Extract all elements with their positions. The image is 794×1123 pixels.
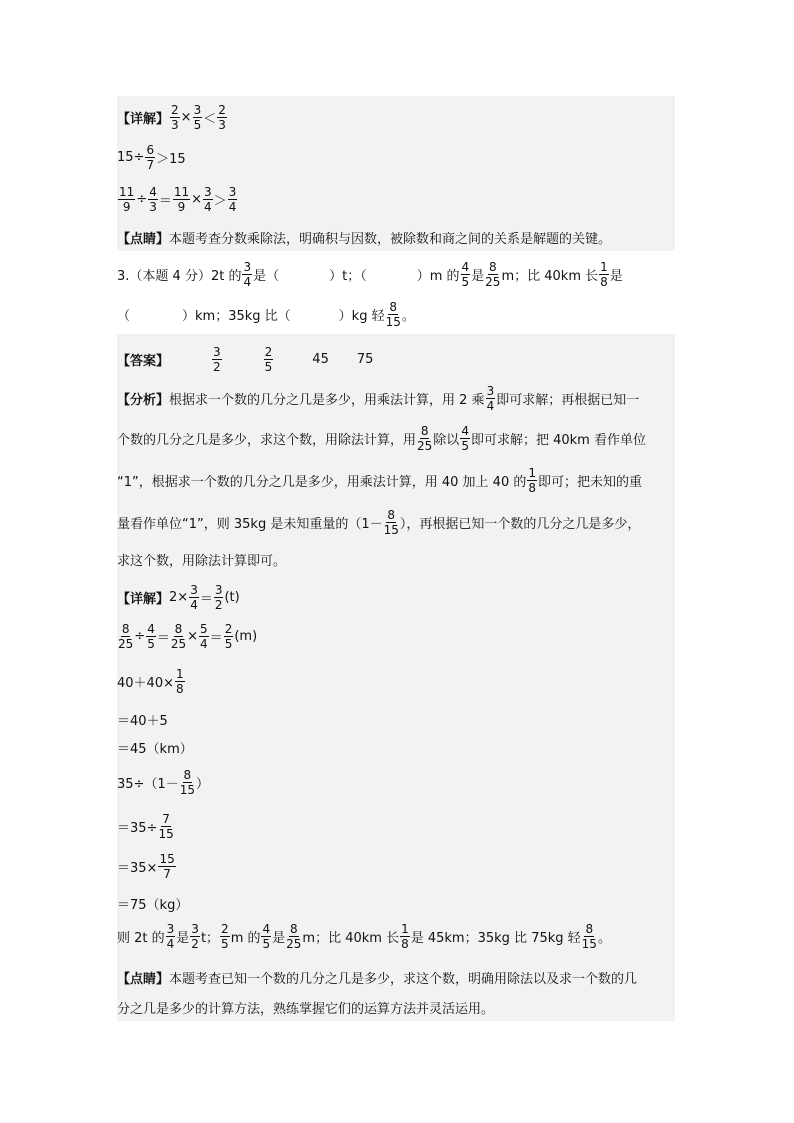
fraction: 4 5 [461, 423, 469, 453]
expr-text: 。 [597, 930, 611, 946]
fraction: 3 2 [191, 921, 199, 951]
fraction: 3 4 [228, 184, 237, 214]
fraction: $\frac{1}{8}$ [175, 666, 184, 696]
analysis-line-2 [117, 420, 646, 456]
analysis-line-1 [117, 380, 639, 416]
fraction: $\frac{3}{5}$ [193, 102, 202, 132]
comment-text: 本题考查分数乘除法，明确积与因数，被除数和商之间的关系是解题的关键。 [169, 231, 612, 247]
question-3 [117, 252, 675, 332]
solution-block [117, 334, 675, 1021]
fraction: 8 15 [179, 767, 195, 797]
fraction: 8 25 [417, 423, 433, 453]
expr-text: ＝40＋5 [117, 713, 168, 729]
expr-text: ÷ [134, 628, 146, 644]
operator: ＝ [158, 193, 172, 209]
fraction: 3 4 [486, 383, 495, 413]
detail-row-7 [117, 808, 175, 844]
detail-row-9 [117, 892, 188, 914]
expr-text: ） [196, 776, 210, 792]
analysis-text: ），再根据已知一个数的几分之几是多少， [399, 516, 641, 532]
fraction: 2 5 [221, 921, 229, 951]
expr-text: (t) [224, 589, 240, 605]
fraction: 1 8 [528, 465, 536, 495]
operator: ÷ [136, 191, 148, 207]
detail-row-1 [117, 580, 240, 614]
question-text: 3.（本题 4 分）2t 的 [117, 268, 242, 284]
operator: × [180, 109, 192, 125]
answer-4: 75 [356, 351, 374, 367]
operator: × [191, 191, 203, 207]
expr-text: ＞15 [156, 151, 186, 167]
answer-2: 2 5 [264, 344, 273, 374]
answer-1: 3 2 [213, 344, 221, 374]
question-text: （ [117, 308, 131, 324]
question-text: ）kg 轻 [338, 308, 385, 324]
analysis-text: 个数的几分之几是多少，求这个数，用除法计算，用 [117, 432, 417, 448]
question-text: ）m 的 [416, 268, 460, 284]
detail-line-1 [117, 100, 228, 134]
fraction: 3 2 [214, 582, 223, 612]
fraction: $\frac{2}{3}$ [171, 102, 179, 132]
question-text: ）km；35kg 比（ [182, 308, 291, 324]
expr-text: 40＋40× [117, 675, 174, 691]
expr-text: ＝45（km） [117, 741, 193, 757]
fraction: $\frac{6}{7}$ [146, 142, 155, 172]
analysis-text: 即可求解；把 40km 看作单位 [470, 432, 646, 448]
question-text: 是 [609, 268, 623, 284]
comment-text: 分之几是多少的计算方法，熟练掌握它们的运算方法并灵活运用。 [117, 1001, 495, 1017]
analysis-text: 即可求解；再根据已知一 [496, 392, 640, 408]
expr-text: ＝35× [117, 860, 158, 876]
expr-text: ＝ [209, 630, 223, 646]
expr-text: 35÷（1－ [117, 776, 179, 792]
fraction: $\frac{15}{7}$ [159, 851, 175, 881]
prev-answer-block [117, 96, 675, 251]
analysis-text: “1”，根据求一个数的几分之几是多少，用乘法计算，用 40 加上 40 的 [117, 474, 527, 490]
answer-label: 【答案】 [117, 353, 170, 369]
expr-text: 是 [272, 930, 286, 946]
comment-text: 本题考查已知一个数的几分之几是多少，求这个数，明确用除法以及求一个数的几 [169, 971, 638, 987]
question-line-1 [117, 254, 623, 294]
answer-3: 45 [312, 351, 329, 367]
expr-text: 则 2t 的 [117, 930, 165, 946]
expr-text: 2× [169, 589, 189, 605]
fraction: $\frac{8}{25}$ [118, 621, 134, 651]
analysis-text: 求这个数，用除法计算即可。 [117, 553, 287, 569]
analysis-text: 量看作单位“1”，则 35kg 是未知重量的（1－ [117, 516, 383, 532]
operator: ＜ [203, 111, 217, 127]
detail-row-2 [117, 618, 257, 654]
detail-line-2 [117, 142, 186, 172]
fraction: $\frac{8}{25}$ [170, 621, 187, 651]
fraction: $\frac{11}{9}$ [119, 184, 135, 214]
analysis-text: 即可；把未知的重 [538, 474, 643, 490]
expr-text: (m) [234, 628, 258, 644]
answer-line [117, 340, 373, 378]
question-text: 是 [471, 268, 485, 284]
fraction: 4 5 [461, 259, 470, 289]
question-line-2 [117, 296, 415, 332]
analysis-label: 【分析】 [117, 392, 170, 408]
fraction: $\frac{4}{3}$ [149, 184, 157, 214]
comment-line [117, 226, 611, 248]
expr-text: m；比 40km 长 [302, 930, 400, 946]
comment-line-2 [117, 996, 494, 1018]
fraction: 8 15 [383, 507, 399, 537]
question-text: ）t；（ [329, 268, 367, 284]
question-text: m；比 40km 长 [501, 268, 599, 284]
detail-row-8 [117, 848, 177, 884]
fraction: $\frac{3}{4}$ [190, 582, 198, 612]
fraction: 8 15 [385, 299, 401, 329]
fraction: 2 5 [224, 621, 233, 651]
fraction: 1 8 [401, 921, 409, 951]
detail-label: 【详解】 [117, 111, 170, 127]
fraction: 8 25 [485, 259, 501, 289]
expr-text: m 的 [230, 930, 261, 946]
fraction: 8 25 [286, 921, 302, 951]
fraction: $\frac{5}{4}$ [200, 621, 208, 651]
comment-line-1 [117, 966, 637, 988]
comment-label: 【点睛】 [117, 971, 170, 987]
expr-text: t； [200, 930, 220, 946]
comment-label: 【点睛】 [117, 231, 170, 247]
detail-row-5 [117, 736, 193, 758]
detail-label: 【详解】 [117, 591, 170, 607]
analysis-line-4 [117, 504, 640, 540]
fraction: $\frac{4}{5}$ [147, 621, 155, 651]
analysis-line-3 [117, 462, 642, 498]
detail-row-4 [117, 708, 168, 730]
expr-text: ＝ [199, 591, 213, 607]
expr-text: ＝ [156, 630, 170, 646]
fraction: $\frac{3}{4}$ [204, 184, 212, 214]
fraction: $\frac{7}{15}$ [158, 811, 174, 841]
detail-row-3 [117, 664, 186, 698]
question-text: 是（ [253, 268, 280, 284]
analysis-line-5 [117, 548, 286, 570]
operator: ＞ [213, 193, 227, 209]
expr-text: ＝35÷ [117, 820, 158, 836]
expr-text: ＝75（kg） [117, 897, 189, 913]
expr-text: × [187, 628, 199, 644]
fraction: $\frac{11}{9}$ [173, 184, 190, 214]
question-text: 。 [401, 308, 415, 324]
fraction: 2 3 [218, 102, 226, 132]
expr-text: 是 [176, 930, 190, 946]
analysis-text: 除以 [433, 432, 460, 448]
detail-row-10 [117, 918, 611, 954]
fraction: 1 8 [600, 259, 608, 289]
fraction: 4 5 [262, 921, 271, 951]
fraction: 3 4 [166, 921, 175, 951]
expr-text: 15÷ [117, 149, 145, 165]
detail-line-3 [117, 182, 238, 216]
fraction: 8 15 [581, 921, 597, 951]
expr-text: 是 45km；35kg 比 75kg 轻 [410, 930, 581, 946]
fraction: 3 4 [243, 259, 252, 289]
detail-row-6 [117, 764, 209, 800]
analysis-text: 根据求一个数的几分之几是多少，用乘法计算，用 2 乘 [169, 392, 485, 408]
